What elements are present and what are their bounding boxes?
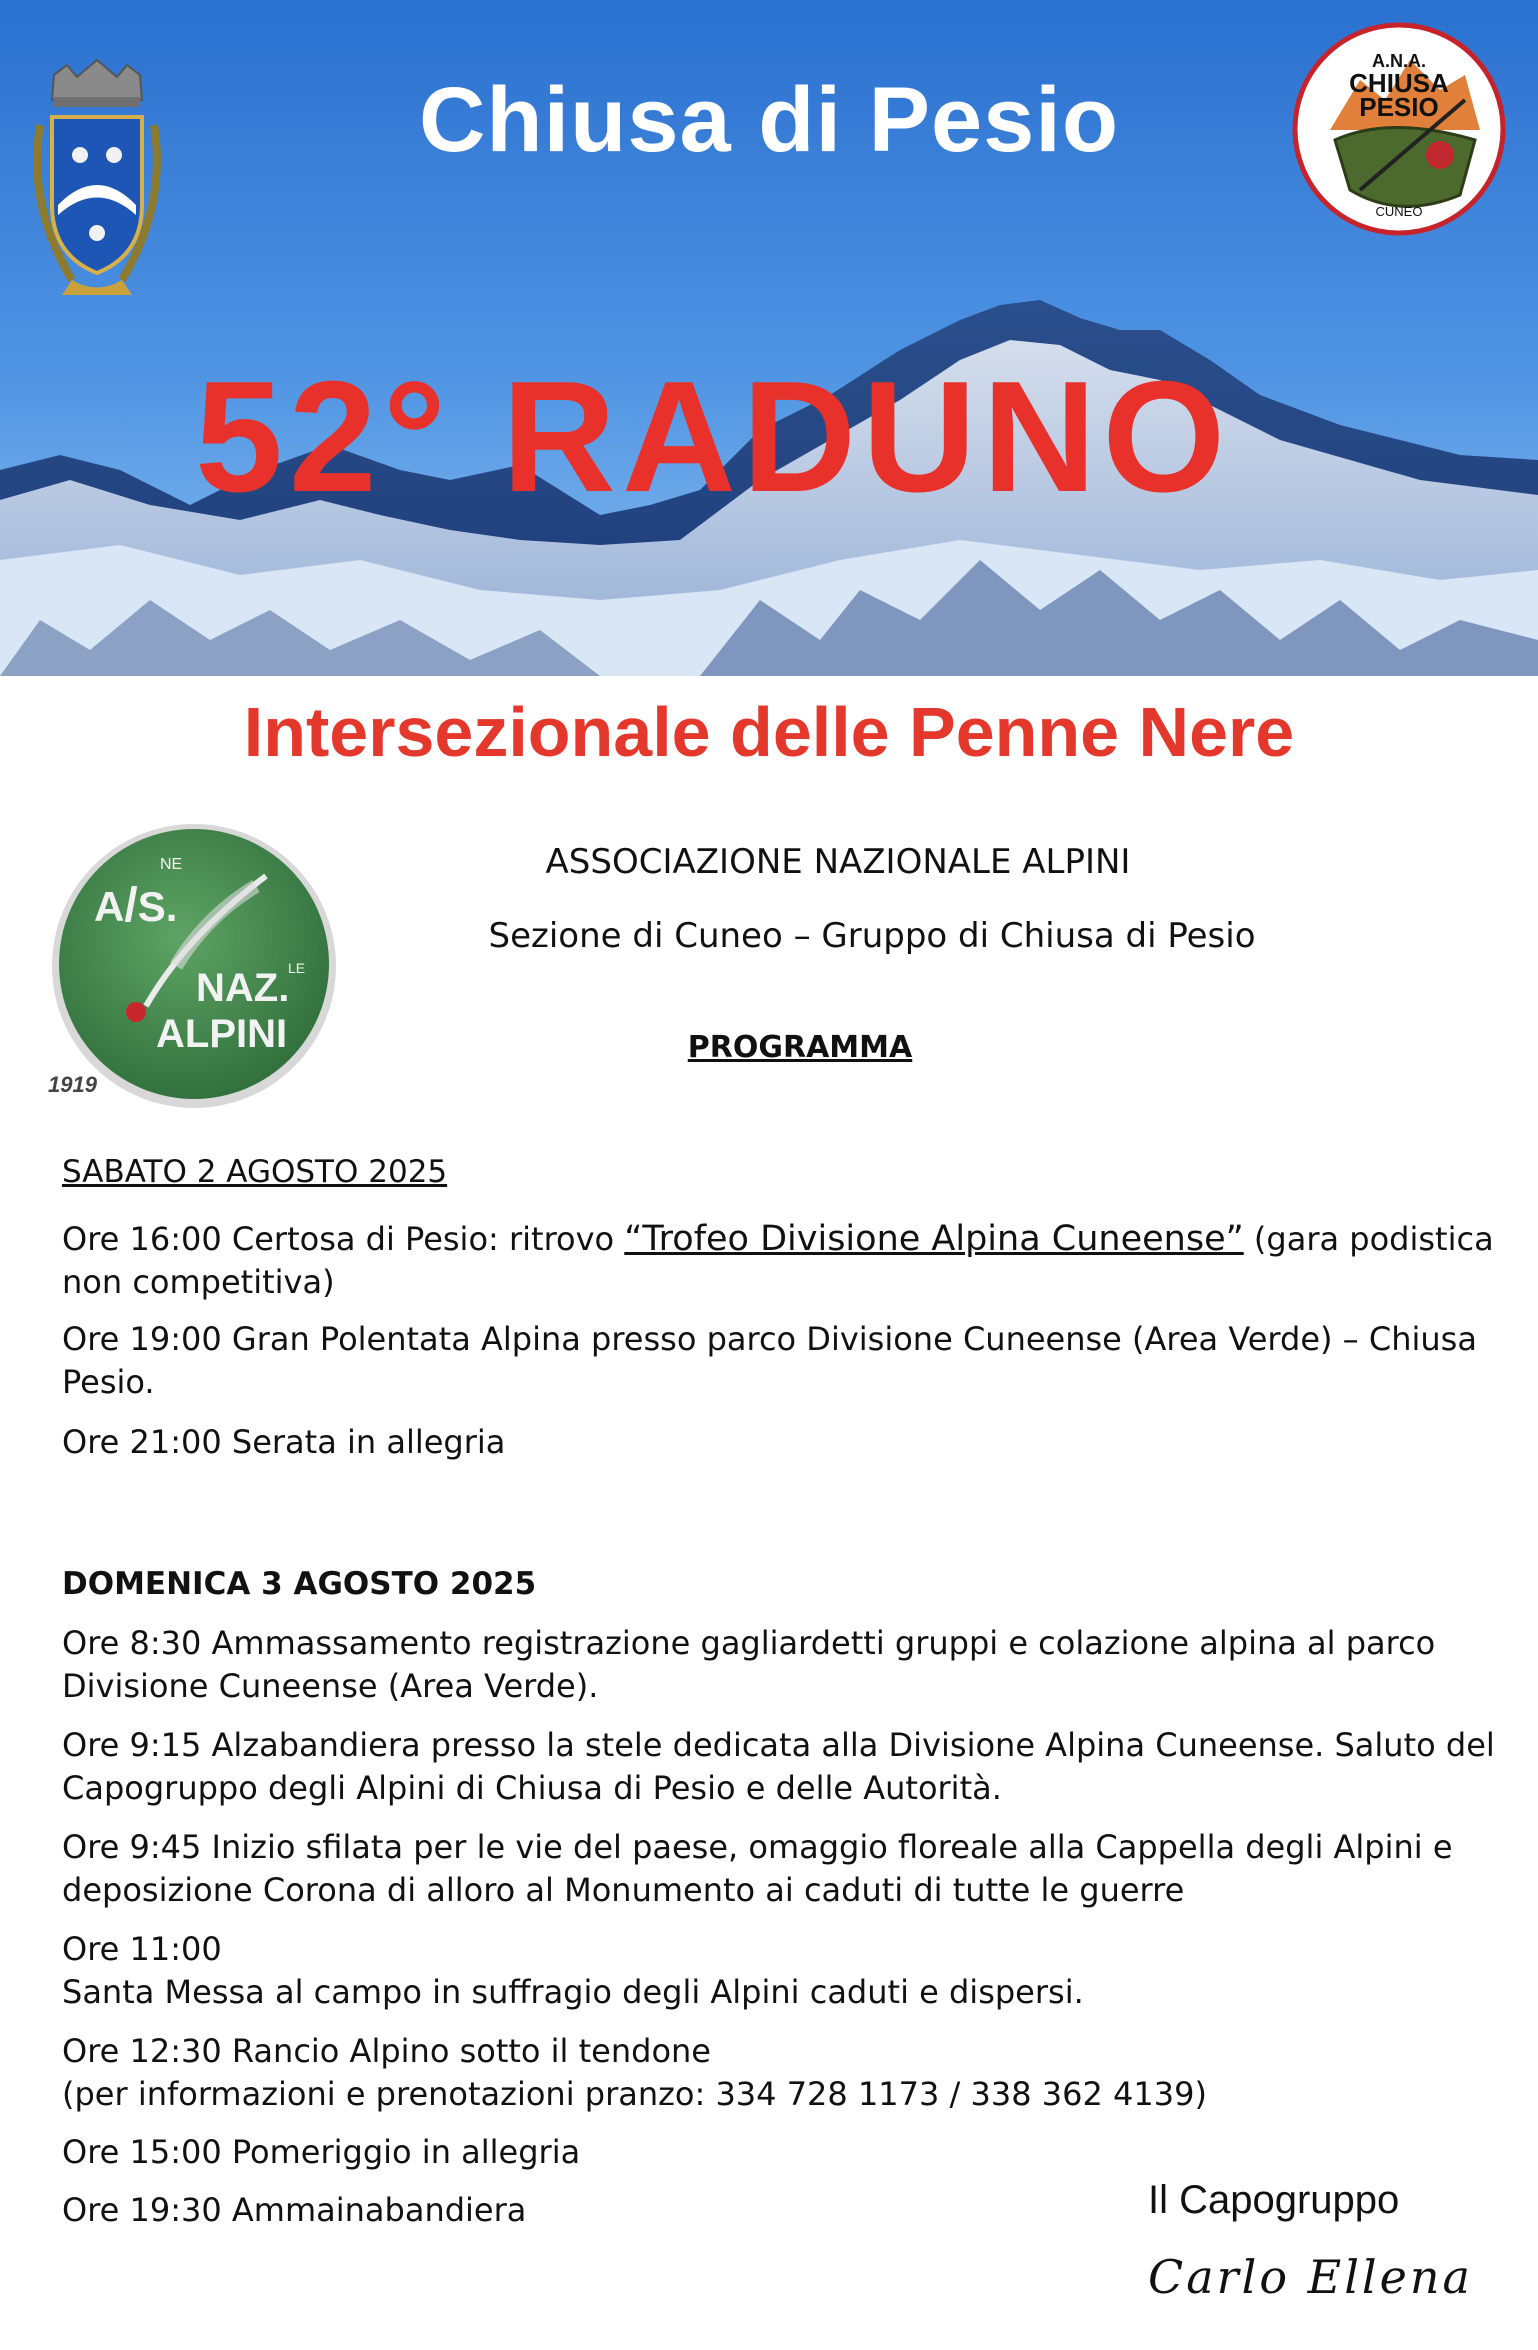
association-name: ASSOCIAZIONE NAZIONALE ALPINI — [545, 842, 1131, 882]
signoff-role: Il Capogruppo — [1148, 2178, 1400, 2222]
event-title: 52° RADUNO — [195, 349, 1232, 525]
ana-logo-a: A — [94, 883, 125, 930]
badge-line2: CHIUSA — [1349, 68, 1449, 98]
sunday-item-6 — [62, 2131, 1512, 2174]
ana-logo-sup-ne: NE — [160, 856, 183, 873]
sunday-item-2 — [62, 1724, 1512, 1810]
sunday-item-3 — [62, 1826, 1512, 1912]
sunday-item-2-text: Ore 9:15 Alzabandiera presso la stele dedicata alla Divisione Alpina Cuneense. Saluto del Capogruppo degli Alpini di Chiusa di Pesio e delle Autorità. — [62, 1726, 1495, 1807]
ana-logo-year: 1919 — [48, 1072, 97, 1097]
ana-logo-naz: NAZ. — [196, 966, 290, 1010]
saturday-item-1-post: (gara podistica non competitiva) — [62, 1220, 1494, 1301]
program-title: PROGRAMMA — [687, 1030, 913, 1065]
signoff-signature: Carlo Ellena — [1148, 2250, 1473, 2304]
event-subtitle: Intersezionale delle Penne Nere — [243, 693, 1295, 771]
ana-logo-s: S. — [137, 883, 178, 930]
sunday-heading: DOMENICA 3 AGOSTO 2025 — [62, 1566, 537, 1602]
badge-line3: PESIO — [1359, 92, 1439, 122]
sunday-item-4-time: Ore 11:00 — [62, 1930, 222, 1968]
sunday-item-7-text: Ore 19:30 Ammainabandiera — [62, 2191, 527, 2229]
sunday-item-4-text: Santa Messa al campo in suffragio degli Alpini caduti e dispersi. — [62, 1973, 1084, 2011]
sunday-item-5-line1: Ore 12:30 Rancio Alpino sotto il tendone — [62, 2032, 711, 2070]
sunday-item-5 — [62, 2030, 1512, 2116]
trofeo-name: Trofeo Divisione Alpina Cuneense — [642, 1219, 1226, 1259]
sunday-item-1 — [62, 1622, 1512, 1708]
saturday-item-3-text: Ore 21:00 Serata in allegria — [62, 1423, 506, 1461]
association-section: Sezione di Cuneo – Gruppo di Chiusa di Pesio — [488, 916, 1256, 956]
trofeo-quote-open: “ — [624, 1219, 643, 1259]
sunday-item-6-text: Ore 15:00 Pomeriggio in allegria — [62, 2133, 581, 2171]
sunday-item-7 — [62, 2189, 1062, 2232]
trofeo-quote-close: ” — [1225, 1219, 1244, 1259]
saturday-item-1 — [62, 1218, 1512, 1304]
saturday-item-2 — [62, 1318, 1512, 1404]
badge-bottom: CUNEO — [1375, 204, 1423, 219]
sunday-item-3-text: Ore 9:45 Inizio sfilata per le vie del paese, omaggio floreale alla Cappella degli Alpini e deposizione Corona di alloro al Monumento ai caduti di tutte le guerre — [62, 1828, 1453, 1909]
ana-logo: A/S. NE LE NAZ. ALPINI 1919 — [36, 816, 346, 1126]
saturday-item-2-text: Ore 19:00 Gran Polentata Alpina presso parco Divisione Cuneense (Area Verde) – Chiusa Pesio. — [62, 1320, 1477, 1401]
sunday-item-5-line2: (per informazioni e prenotazioni pranzo: 334 728 1173 / 338 362 4139) — [62, 2075, 1207, 2113]
saturday-item-3 — [62, 1421, 1512, 1464]
ana-logo-alpini: ALPINI — [156, 1012, 288, 1056]
hero-banner — [0, 0, 1538, 676]
saturday-heading: SABATO 2 AGOSTO 2025 — [62, 1154, 448, 1190]
sunday-item-4 — [62, 1928, 1512, 2014]
badge-line1: A.N.A. — [1372, 51, 1426, 71]
saturday-item-1-pre: Ore 16:00 Certosa di Pesio: ritrovo — [62, 1220, 625, 1258]
sunday-item-1-text: Ore 8:30 Ammassamento registrazione gagliardetti gruppi e colazione alpina al parco Divisione Cuneense (Area Verde). — [62, 1624, 1436, 1705]
town-title: Chiusa di Pesio — [418, 69, 1120, 171]
ana-logo-sup-le: LE — [288, 960, 306, 976]
